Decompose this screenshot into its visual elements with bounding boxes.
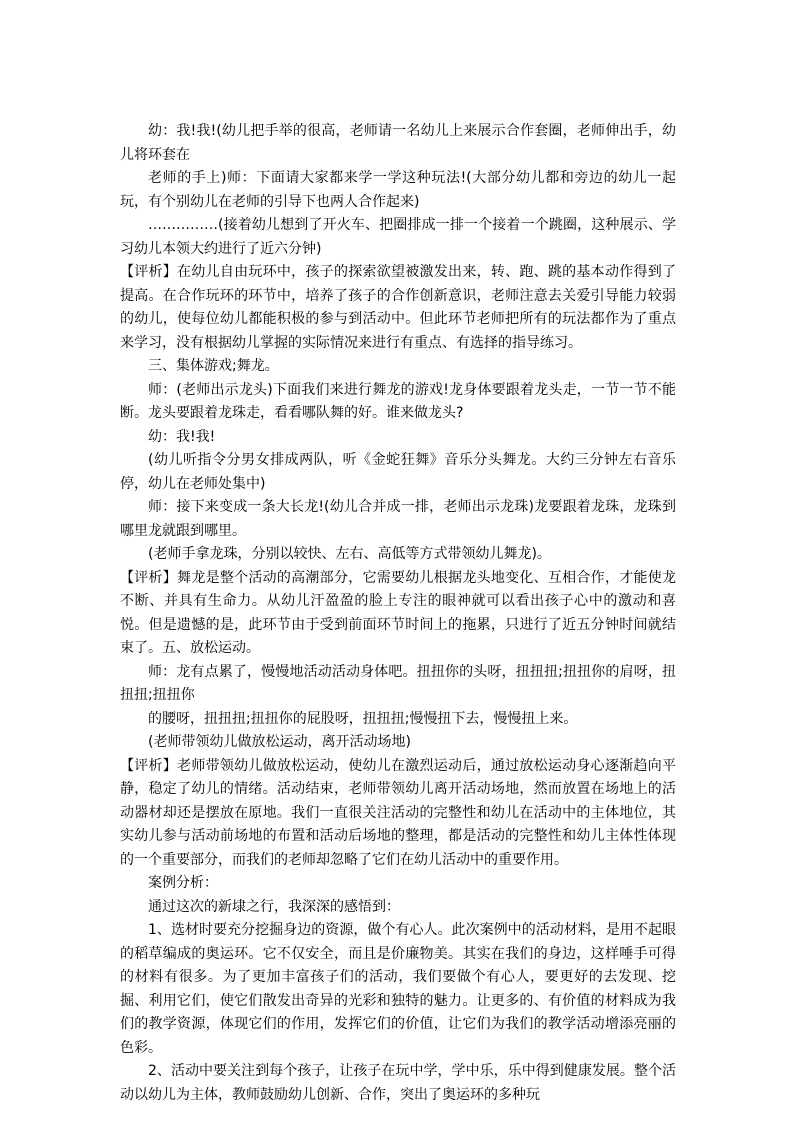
paragraph-2: 老师的手上)师：下面请大家都来学一学这种玩法!(大部分幼儿都和旁边的幼儿一起玩，有个别幼儿在老师的引导下也两人合作起来): [120, 170, 676, 210]
paragraph-12: 师：龙有点累了，慢慢地活动活动身体吧。扭扭你的头呀，扭扭扭;扭扭你的肩呀，扭扭扭;扭扭你: [120, 663, 676, 703]
document-body: [120, 120, 676, 1107]
paragraph-3: ……………(接着幼儿想到了开火车、把圈排成一排一个接着一个跳圈，这种展示、学习幼儿本领大约进行了近六分钟): [120, 217, 676, 257]
paragraph-8: (幼儿听指令分男女排成两队，听《金蛇狂舞》音乐分头舞龙。大约三分钟左右音乐停，幼儿在老师处集中): [120, 452, 676, 492]
paragraph-10: (老师手拿龙珠，分别以较快、左右、高低等方式带领幼儿舞龙)。: [148, 546, 551, 562]
paragraph-6: 师：(老师出示龙头)下面我们来进行舞龙的游戏!龙身体要跟着龙头走，一节一节不能断。龙头要跟着龙珠走，看看哪队舞的好。谁来做龙头?: [120, 381, 676, 421]
paragraph-7: 幼：我!我!: [148, 428, 216, 445]
paragraph-9: 师：接下来变成一条大长龙!(幼儿合并成一排，老师出示龙珠)龙要跟着龙珠，龙珠到哪里龙就跟到哪里。: [120, 499, 676, 539]
paragraph-15-review: 【评析】老师带领幼儿做放松运动，使幼儿在激烈运动后，通过放松运动身心逐渐趋向平静，稳定了幼儿的情绪。活动结束，老师带领幼儿离开活动场地，然而放置在场地上的活动器材却还是摆放在原地。我们一直很关注活动的完整性和幼儿在活动中的主体地位，其实幼儿参与活动前场地的布置和活动后场地的整理，都是活动的完整性和幼儿主体性体现的一个重要部分，而我们的老师却忽略了它们在幼儿活动中的重要作用。: [120, 757, 676, 868]
paragraph-13: 的腰呀，扭扭扭;扭扭你的屁股呀，扭扭扭;慢慢扭下去，慢慢扭上来。: [148, 710, 578, 727]
paragraph-18: 1、选材时要充分挖掘身边的资源，做个有心人。此次案例中的活动材料，是用不起眼的稻草编成的奥运环。它不仅安全，而且是价廉物美。其实在我们的身边，这样唾手可得的材料有很多。为了更加丰富孩子们的活动，我们要做个有心人，要更好的去发现、挖掘、利用它们，使它们散发出奇异的光彩和独特的魅力。让更多的、有价值的材料成为我们的教学资源，体现它们的作用，发挥它们的价值，让它们为我们的教学活动增添亮丽的色彩。: [120, 922, 676, 1056]
paragraph-5-section-heading: 三、集体游戏;舞龙。: [148, 358, 279, 374]
paragraph-14: (老师带领幼儿做放松运动，离开活动场地): [148, 734, 411, 750]
paragraph-4-review: 【评析】在幼儿自由玩环中，孩子的探索欲望被激发出来，转、跑、跳的基本动作得到了提高。在合作玩环的环节中，培养了孩子的合作创新意识，老师注意去关爱引导能力较弱的幼儿，使每位幼儿都能积极的参与到活动中。但此环节老师把所有的玩法都作为了重点来学习，没有根据幼儿掌握的实际情况来进行有重点、有选择的指导练习。: [120, 264, 676, 351]
paragraph-16-heading: 案例分析：: [148, 875, 218, 891]
paragraph-19: 2、活动中要关注到每个孩子，让孩子在玩中学，学中乐，乐中得到健康发展。整个活动以幼儿为主体，教师鼓励幼儿创新、合作，突出了奥运环的多种玩: [120, 1063, 676, 1103]
paragraph-17: 通过这次的新埭之行，我深深的感悟到：: [148, 898, 400, 915]
paragraph-1: 幼：我!我!(幼儿把手举的很高，老师请一名幼儿上来展示合作套圈，老师伸出手，幼儿将环套在: [120, 123, 676, 163]
paragraph-11-review: 【评析】舞龙是整个活动的高潮部分，它需要幼儿根据龙头地变化、互相合作，才能使龙不断、并具有生命力。从幼儿汗盈盈的脸上专注的眼神就可以看出孩子心中的激动和喜悦。但是遗憾的是，此环节由于受到前面环节时间上的拖累，只进行了近五分钟时间就结束了。五、放松运动。: [120, 569, 676, 656]
